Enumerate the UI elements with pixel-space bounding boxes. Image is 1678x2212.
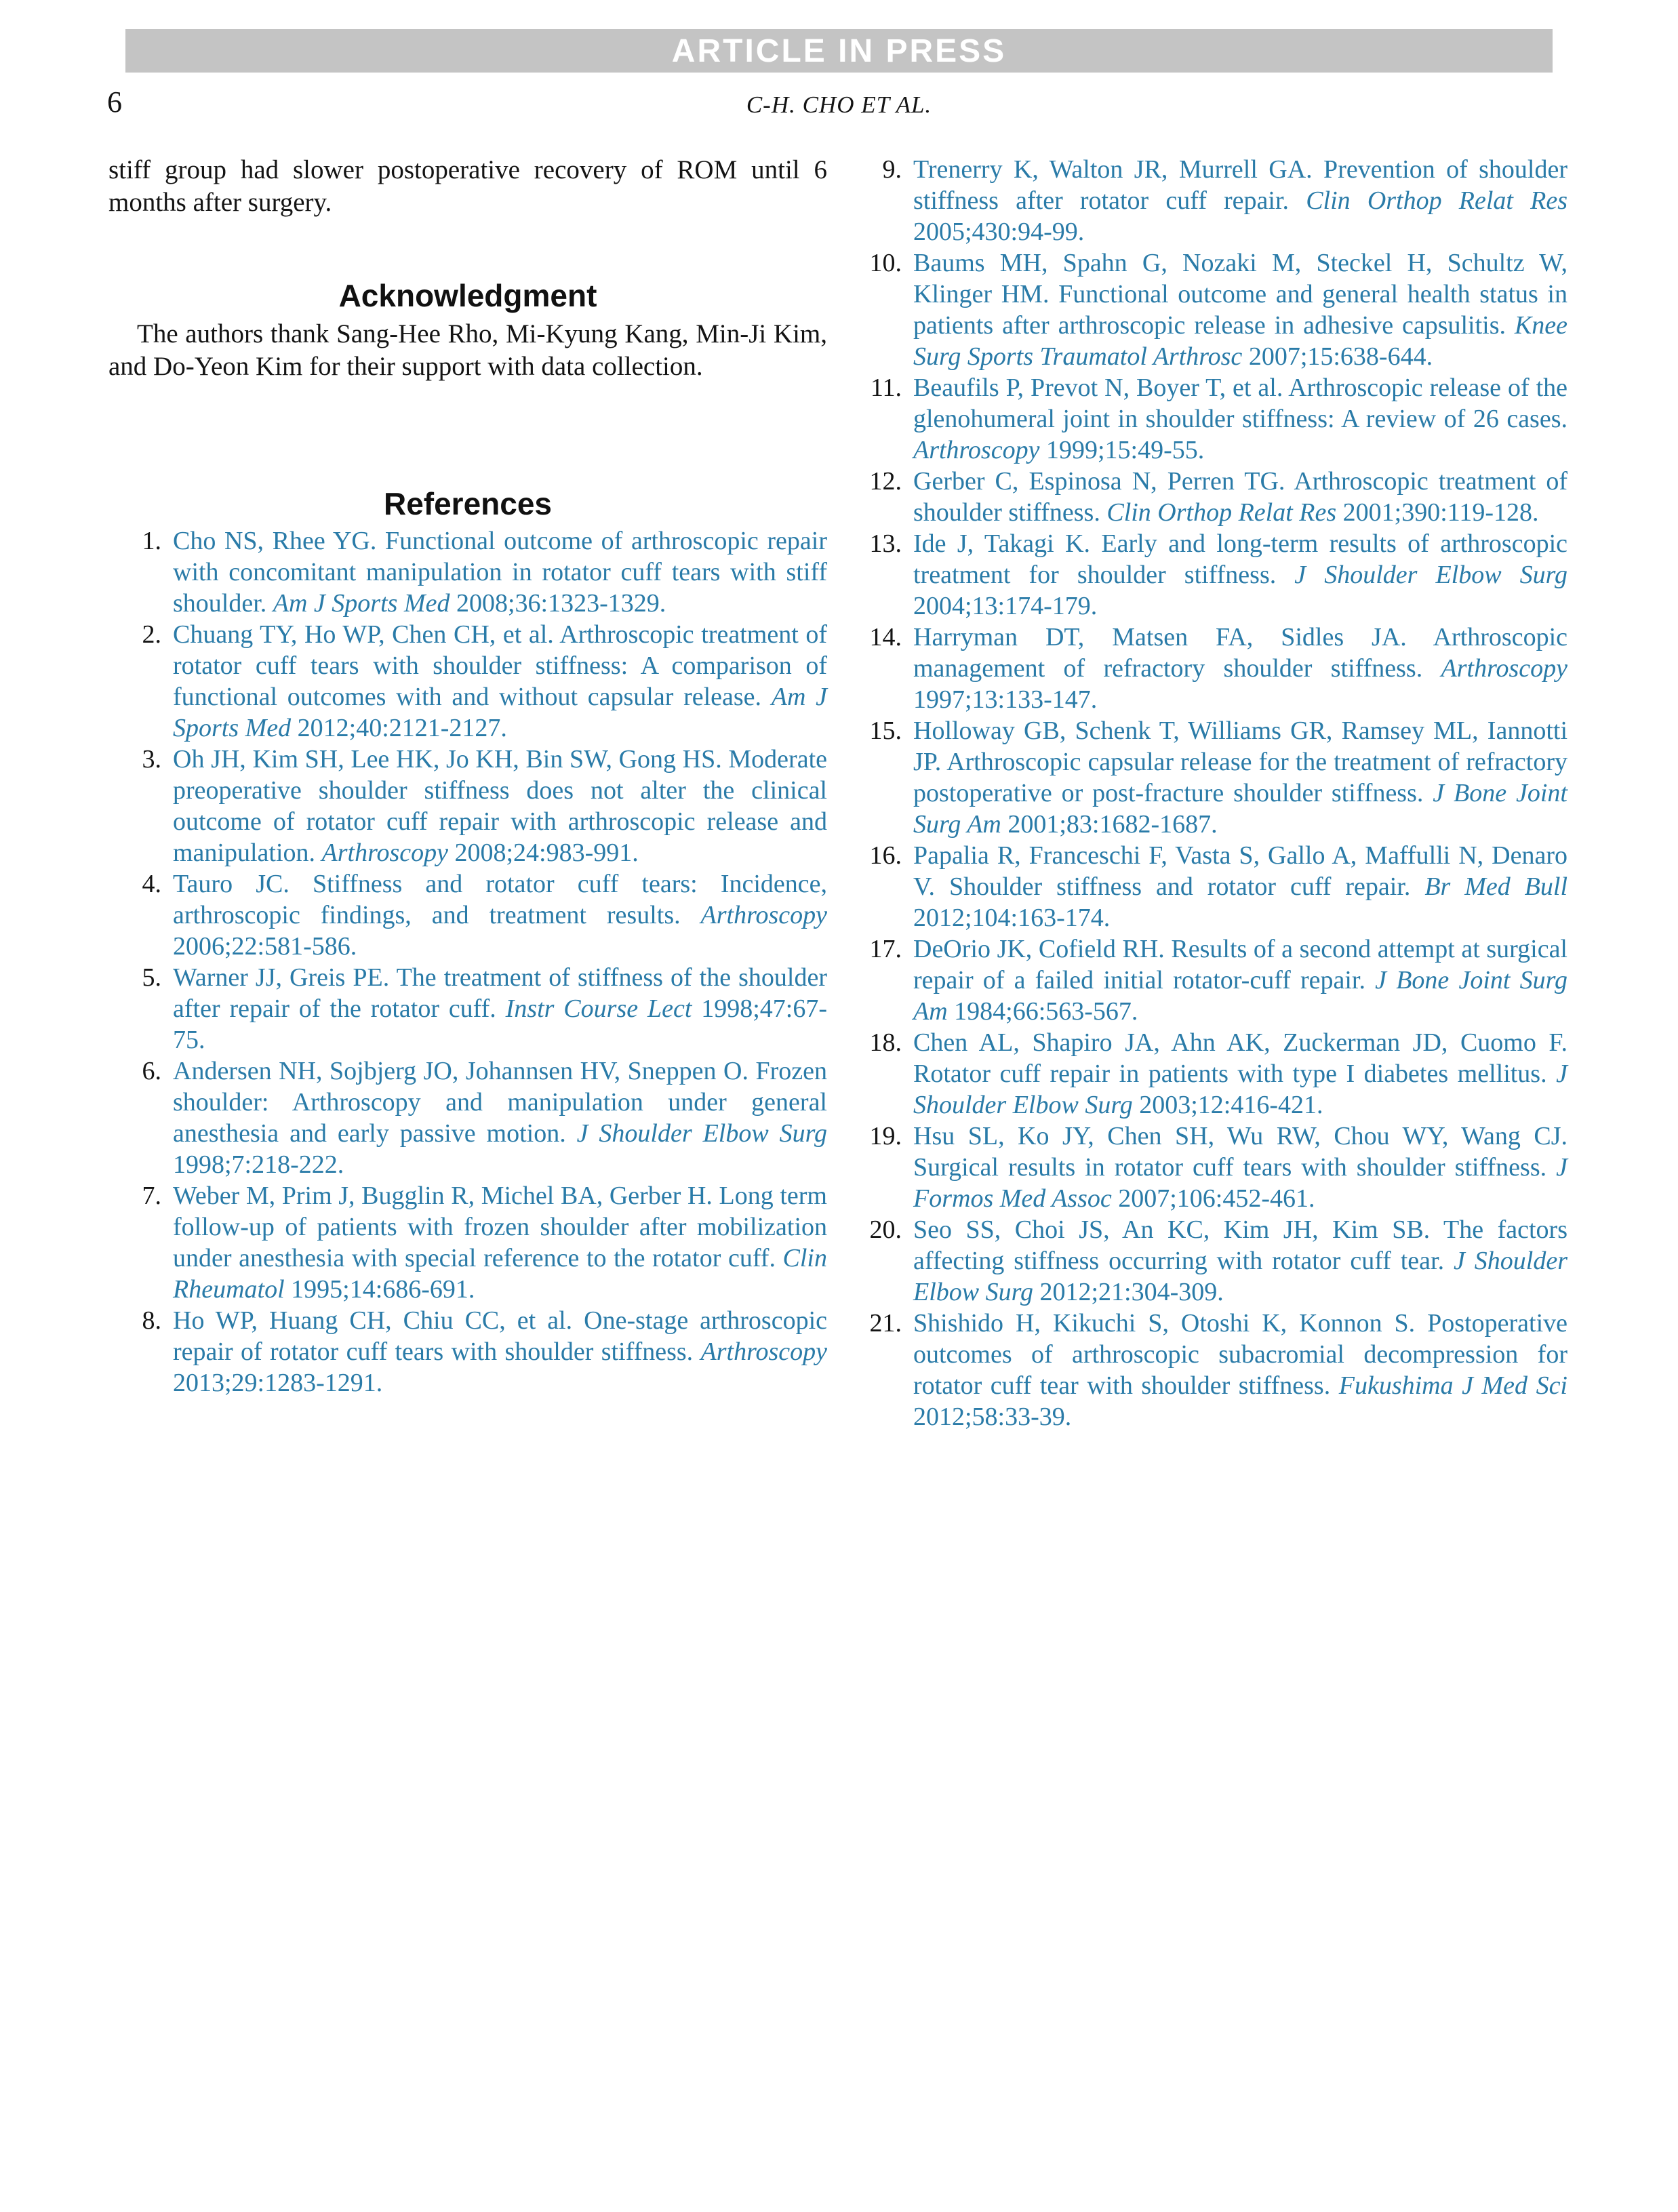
reference-link[interactable]: Andersen NH, Sojbjerg JO, Johannsen HV, Sneppen O. Frozen shoulder: Arthroscopy and manipulation under general anesthesia and early passive motion. J Shoulder Elbow Surg 1998;7:218-222.	[173, 1057, 827, 1179]
reference-link[interactable]: Papalia R, Franceschi F, Vasta S, Gallo A, Maffulli N, Denaro V. Shoulder stiffness and rotator cuff repair. Br Med Bull 2012;104:163-174.	[913, 841, 1567, 932]
reference-link[interactable]: Baums MH, Spahn G, Nozaki M, Steckel H, Schultz W, Klinger HM. Functional outcome and general health status in patients after arthroscopic release in adhesive capsulitis. Knee Surg Sports Traumatol Arthrosc 2007;15:638-644.	[913, 249, 1567, 371]
article-in-press-banner	[125, 29, 1553, 73]
reference-link[interactable]: Tauro JC. Stiffness and rotator cuff tears: Incidence, arthroscopic findings, and treatment results. Arthroscopy 2006;22:581-586.	[173, 870, 827, 961]
reference-number: 9.	[882, 155, 902, 184]
reference-item	[849, 154, 1567, 247]
reference-item	[108, 1180, 827, 1305]
reference-number: 4.	[142, 870, 161, 898]
reference-link[interactable]: Holloway GB, Schenk T, Williams GR, Ramsey ML, Iannotti JP. Arthroscopic capsular release for the treatment of refractory postoperative or post-fracture shoulder stiffness. J Bone Joint Surg Am 2001;83:1682-1687.	[913, 717, 1567, 839]
reference-item	[108, 619, 827, 744]
reference-link[interactable]: Ho WP, Huang CH, Chiu CC, et al. One-stage arthroscopic repair of rotator cuff tears with shoulder stiffness. Arthroscopy 2013;29:1283-1291.	[173, 1306, 827, 1397]
references-list-left	[108, 525, 827, 1399]
reference-link[interactable]: Chuang TY, Ho WP, Chen CH, et al. Arthroscopic treatment of rotator cuff tears with shoulder stiffness: A comparison of functional outcomes with and without capsular release. Am J Sports Med 2012;40:2121-2127.	[173, 620, 827, 742]
reference-item	[108, 525, 827, 619]
acknowledgment-heading: Acknowledgment	[338, 278, 597, 313]
reference-item	[849, 528, 1567, 622]
reference-item	[849, 715, 1567, 840]
reference-number: 13.	[869, 529, 902, 558]
reference-link[interactable]: Ide J, Takagi K. Early and long-term results of arthroscopic treatment for shoulder stiffness. J Shoulder Elbow Surg 2004;13:174-179.	[913, 529, 1567, 620]
reference-number: 5.	[142, 963, 161, 992]
reference-number: 1.	[142, 527, 161, 555]
reference-item	[108, 962, 827, 1055]
reference-number: 6.	[142, 1057, 161, 1085]
reference-number: 16.	[869, 841, 902, 870]
reference-item	[849, 840, 1567, 933]
reference-number: 8.	[142, 1306, 161, 1335]
reference-item	[849, 1214, 1567, 1308]
reference-link[interactable]: Hsu SL, Ko JY, Chen SH, Wu RW, Chou WY, Wang CJ. Surgical results in rotator cuff tears with shoulder stiffness. J Formos Med Assoc 2007;106:452-461.	[913, 1122, 1567, 1213]
reference-number: 11.	[870, 374, 902, 402]
reference-number: 20.	[869, 1215, 902, 1244]
reference-link[interactable]: Trenerry K, Walton JR, Murrell GA. Prevention of shoulder stiffness after rotator cuff repair. Clin Orthop Relat Res 2005;430:94-99.	[913, 155, 1567, 246]
acknowledgment-paragraph: The authors thank Sang-Hee Rho, Mi-Kyung Kang, Min-Ji Kim, and Do-Yeon Kim for their support with data collection.	[108, 319, 827, 381]
body-paragraph: stiff group had slower postoperative recovery of ROM until 6 months after surgery.	[108, 155, 827, 217]
reference-link[interactable]: Cho NS, Rhee YG. Functional outcome of arthroscopic repair with concomitant manipulation in rotator cuff tears with stiff shoulder. Am J Sports Med 2008;36:1323-1329.	[173, 527, 827, 618]
reference-item	[849, 1308, 1567, 1432]
references-heading: References	[383, 486, 553, 521]
reference-item	[849, 247, 1567, 372]
reference-number: 15.	[869, 717, 902, 745]
reference-item	[849, 1121, 1567, 1214]
reference-item	[849, 933, 1567, 1027]
reference-number: 3.	[142, 745, 161, 773]
page-number: 6	[107, 85, 122, 119]
reference-item	[108, 1305, 827, 1399]
reference-number: 17.	[869, 935, 902, 963]
reference-link[interactable]: Warner JJ, Greis PE. The treatment of stiffness of the shoulder after repair of the rotator cuff. Instr Course Lect 1998;47:67-75.	[173, 963, 827, 1054]
reference-number: 18.	[869, 1028, 902, 1057]
reference-number: 21.	[869, 1309, 902, 1338]
reference-item	[849, 622, 1567, 715]
reference-number: 7.	[142, 1182, 161, 1210]
reference-link[interactable]: Weber M, Prim J, Bugglin R, Michel BA, Gerber H. Long term follow-up of patients with frozen shoulder after mobilization under anesthesia with special reference to the rotator cuff. Clin Rheumatol 1995;14:686-691.	[173, 1182, 827, 1304]
reference-number: 12.	[869, 467, 902, 496]
reference-item	[849, 1027, 1567, 1121]
reference-link[interactable]: Harryman DT, Matsen FA, Sidles JA. Arthroscopic management of refractory shoulder stiffness. Arthroscopy 1997;13:133-147.	[913, 623, 1567, 714]
reference-item	[108, 744, 827, 868]
reference-number: 19.	[869, 1122, 902, 1150]
reference-link[interactable]: Gerber C, Espinosa N, Perren TG. Arthroscopic treatment of shoulder stiffness. Clin Orthop Relat Res 2001;390:119-128.	[913, 467, 1567, 527]
running-head: C-H. CHO ET AL.	[746, 92, 932, 118]
reference-link[interactable]: Oh JH, Kim SH, Lee HK, Jo KH, Bin SW, Gong HS. Moderate preoperative shoulder stiffness does not alter the clinical outcome of rotator cuff repair with arthroscopic release and manipulation. Arthroscopy 2008;24:983-991.	[173, 745, 827, 867]
references-list-right	[849, 154, 1567, 1432]
reference-item	[108, 868, 827, 962]
reference-number: 2.	[142, 620, 161, 649]
reference-link[interactable]: Shishido H, Kikuchi S, Otoshi K, Konnon S. Postoperative outcomes of arthroscopic subacromial decompression for rotator cuff tear with shoulder stiffness. Fukushima J Med Sci 2012;58:33-39.	[913, 1309, 1567, 1431]
banner-label: ARTICLE IN PRESS	[671, 33, 1007, 69]
reference-item	[849, 372, 1567, 466]
reference-number: 10.	[869, 249, 902, 277]
reference-link[interactable]: Chen AL, Shapiro JA, Ahn AK, Zuckerman JD, Cuomo F. Rotator cuff repair in patients with type I diabetes mellitus. J Shoulder Elbow Surg 2003;12:416-421.	[913, 1028, 1567, 1119]
reference-link[interactable]: Seo SS, Choi JS, An KC, Kim JH, Kim SB. The factors affecting stiffness occurring with rotator cuff tear. J Shoulder Elbow Surg 2012;21:304-309.	[913, 1215, 1567, 1306]
reference-link[interactable]: Beaufils P, Prevot N, Boyer T, et al. Arthroscopic release of the glenohumeral joint in shoulder stiffness: A review of 26 cases. Arthroscopy 1999;15:49-55.	[913, 374, 1567, 464]
reference-link[interactable]: DeOrio JK, Cofield RH. Results of a second attempt at surgical repair of a failed initial rotator-cuff repair. J Bone Joint Surg Am 1984;66:563-567.	[913, 935, 1567, 1026]
reference-number: 14.	[869, 623, 902, 651]
reference-item	[849, 466, 1567, 528]
reference-item	[108, 1055, 827, 1180]
